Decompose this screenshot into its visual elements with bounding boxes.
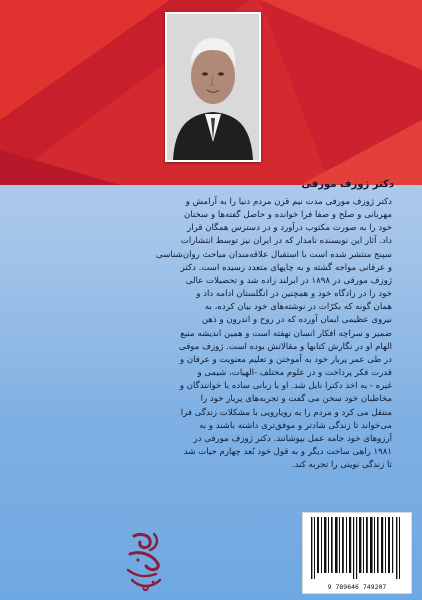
isbn-barcode: [302, 512, 412, 594]
bio-line: و عرفانی مواجه گشته و به چاپهای متعدد رسیده است. دکتر: [180, 262, 392, 273]
bio-line: ژوزف مورفی در ۱۸۹۸ در ایرلند زاده شد و تحصیلات عالی: [185, 275, 392, 286]
bio-line: قدرت فکر پرداخت و در علوم مختلف -الهیات، شیمی و: [197, 368, 392, 379]
bio-line: داد. آثار این نویسنده نامدار که در ایران نیز توسط انتشارات: [180, 236, 392, 247]
bio-line: مهربانی و صلح و صفا فرا خوانده و حاصل گفته‌ها و سخنان: [183, 210, 392, 221]
barcode-bars-icon: [309, 517, 405, 579]
bio-line: همان گونه که بکرّات در نوشته‌های خود بیان کرده، به: [204, 302, 392, 313]
bio-line: در طی عمر پربار خود به آموختن و تعلیم معنویت و عرفان و: [179, 354, 392, 365]
bio-line: خود را در زادگاه خود و همچنین در انگلستان ادامه داد و: [196, 289, 392, 300]
bio-line: مخاطبان خود سخن می گفت و تجربه‌های پربار خود را: [200, 394, 392, 405]
bio-line: نیروی عظیمی ایمان آورده که در روح و اندرون و ذهن: [201, 315, 392, 326]
bio-line: تا زندگی نوینی را تجربه کند.: [291, 460, 392, 471]
bio-line: غیره - به اخذ دکترا نایل شد. او با زبانی ساده با خوانندگان و: [179, 381, 392, 392]
author-portrait-icon: [167, 14, 259, 160]
bio-line: می‌خواند تا زندگی شادتر و موفق‌تری داشته باشند و به: [199, 420, 392, 431]
publisher-calligraphy-logo-icon: [120, 530, 170, 592]
bio-line: الهام او در نگارش کتابها و مقالاتش بوده است. ژوزف موفی: [179, 341, 392, 352]
bio-line: دکتر ژوزف مورفی مدت نیم قرن مردم دنیا را به آرامش و: [185, 197, 392, 207]
bio-line: سپنج منتشر شده است با استقبال علاقه‌مندان مباحث روان‌شناسی: [156, 249, 392, 260]
bio-line: آرزوهای خود جامه عمل بپوشانند. دکتر ژوزف مورفی در: [193, 433, 392, 444]
bio-line: منتقل می کرد و مردم را به رویارویی با مشکلات زندگی فرا: [180, 407, 392, 418]
author-name-heading: دکتر ژوزف مورفی: [301, 179, 394, 190]
bio-line: ضمیر و سراچه افکار انسان نهفته است و همین اندیشه منبع: [180, 328, 392, 339]
author-photo: [165, 12, 261, 162]
isbn-number: 9 789646 749207: [327, 583, 387, 591]
publisher-logo: [120, 530, 170, 592]
author-biography: [32, 196, 392, 472]
bio-line: ۱۹۸۱ راهی ساخت دیگر و به قول خود بُعد چهارم حیات شد: [183, 446, 392, 457]
bio-line: خود را به صورت مکتوب درآورد و در دسترس همگان قرار: [187, 223, 392, 234]
